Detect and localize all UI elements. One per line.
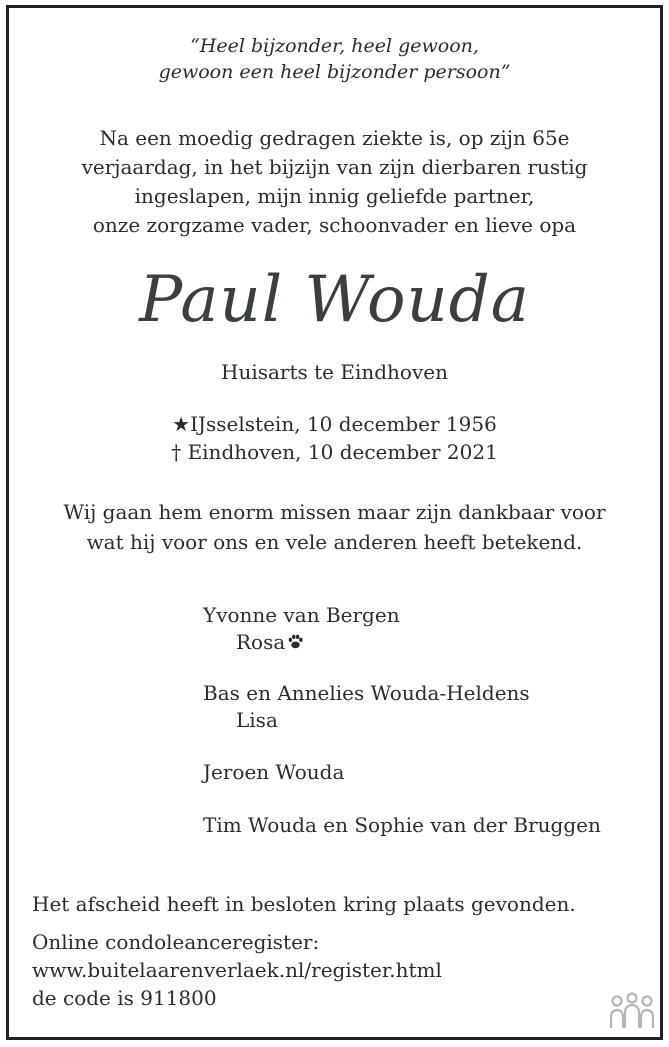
message [0,497,669,557]
cross-icon: † [171,440,182,464]
death-text: Eindhoven, 10 december 2021 [187,440,498,464]
birth-text: IJsselstein, 10 december 1956 [190,412,497,436]
family-sub-member [203,629,400,657]
message-line-2: wat hij voor ons en vele anderen heeft betekend. [86,530,583,554]
family-group [203,759,344,786]
family-sub-member: Lisa [236,708,278,732]
farewell-text: Het afscheid heeft in besloten kring plaats gevonden. [32,892,576,916]
family-group [203,602,400,657]
family-sub-name: Rosa [236,630,286,654]
family-member: Bas en Annelies Wouda-Heldens [203,681,530,705]
life-dates [0,410,669,466]
paw-icon [287,630,304,657]
intro-line-3: ingeslapen, mijn innig geliefde partner, [134,184,535,208]
intro-line-2: verjaardag, in het bijzijn van zijn dierbaren rustig [81,155,588,179]
family-group [203,812,601,839]
intro-text [0,124,669,240]
message-line-1: Wij gaan hem enorm missen maar zijn dankbaar voor [63,500,606,524]
star-icon: ★ [172,412,191,436]
family-member: Tim Wouda en Sophie van der Bruggen [203,813,601,837]
family-member: Yvonne van Bergen [203,603,400,627]
intro-line-1: Na een moedig gedragen ziekte is, op zijn 65e [99,126,570,150]
occupation: Huisarts te Eindhoven [221,360,448,384]
death-line [0,438,669,466]
family-group [203,680,530,734]
online-register-label: Online condoleanceregister: [32,930,320,954]
family-member: Jeroen Wouda [203,760,345,784]
intro-line-4: onze zorgzame vader, schoonvader en lieve opa [92,213,577,237]
online-register-url[interactable]: www.buitelaarenverlaek.nl/register.html [32,958,442,982]
online-register [32,928,442,1012]
quote [0,33,669,85]
online-register-code: de code is 911800 [32,986,217,1010]
quote-line-2: gewoon een heel bijzonder persoon” [158,61,511,83]
deceased-name: Paul Wouda [139,263,530,337]
quote-line-1: “Heel bijzonder, heel gewoon, [190,35,479,57]
birth-line [0,410,669,438]
people-group-icon [609,992,655,1036]
